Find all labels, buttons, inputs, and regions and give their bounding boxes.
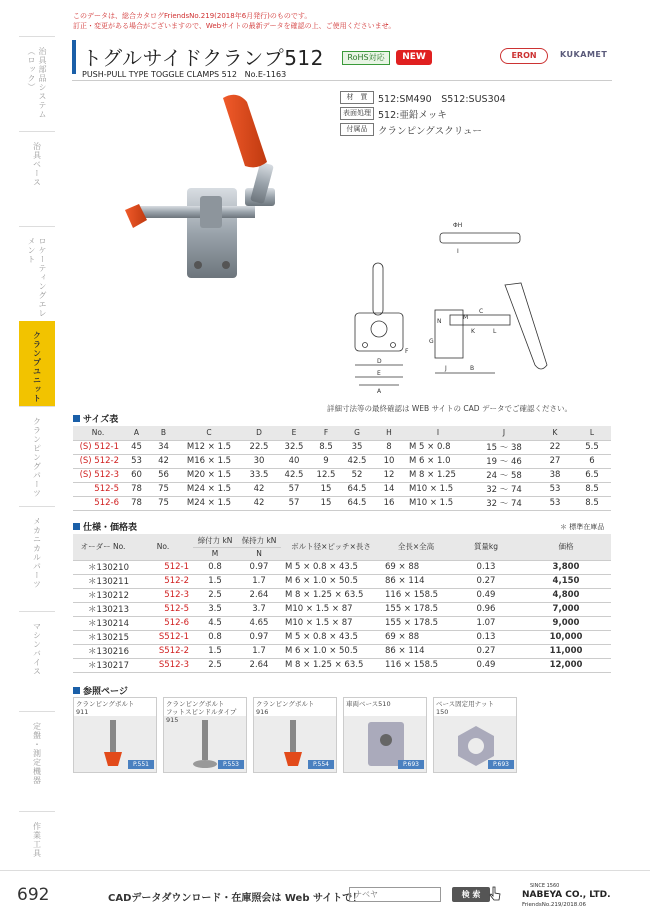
label-l: L	[493, 328, 497, 335]
pointer-icon	[488, 885, 502, 903]
table-row: ＊130210 512-1 0.8 0.97 M 5 × 0.8 × 43.5 69 × 88 0.13 3,800	[73, 560, 611, 574]
cad-note: 詳細寸法等の最終確認は WEB サイトの CAD データでご確認ください。	[327, 404, 572, 413]
ref-page-link[interactable]: P.554	[308, 760, 334, 769]
label-n: N	[437, 318, 442, 325]
tab-clamp-unit[interactable]: クランプユニット	[19, 321, 55, 406]
tab-jig-system[interactable]: 治具部品システム（ロック）	[19, 36, 55, 131]
tab-mechanical[interactable]: メカニカルパーツ	[19, 506, 55, 611]
ref-page-link[interactable]: P.693	[488, 760, 514, 769]
technical-drawing	[345, 215, 555, 400]
rohs-badge: RoHS対応	[342, 51, 390, 65]
ref-pages-label: 参照ページ	[73, 684, 128, 697]
tab-jig-base[interactable]: 治具ベース	[19, 131, 55, 226]
spec-material: 材 質 512:SM490 S512:SUS304	[340, 90, 506, 105]
size-table-label: サイズ表	[73, 412, 118, 425]
ref-card-915[interactable]: クランピングボルト フットスピンドルタイプ915 P.553	[163, 697, 247, 773]
table-row: (S) 512-2 53 42 M16 × 1.5 30 40 9 42.5 10 M 6 × 1.0 19 ～ 46 27 6	[73, 454, 611, 468]
product-photo	[105, 88, 320, 288]
label-k: K	[471, 328, 475, 335]
table-row: ＊130214 512-6 4.5 4.65 M10 × 1.5 × 87 155 × 178.5 1.07 9,000	[73, 616, 611, 630]
price-table-label: 仕様・価格表	[73, 520, 137, 533]
tab-vise[interactable]: マシンバイス	[19, 611, 55, 711]
table-row: (S) 512-3 60 56 M20 × 1.5 33.5 42.5 12.5 52 12 M 8 × 1.25 24 ～ 58 38 6.5	[73, 468, 611, 482]
notice	[73, 11, 395, 31]
table-row: (S) 512-1 45 34 M12 × 1.5 22.5 32.5 8.5 35 8 M 5 × 0.8 15 ～ 38 22 5.5	[73, 440, 611, 454]
table-row: 512-6 78 75 M24 × 1.5 42 57 15 64.5 16 M10 × 1.5 32 ～ 74 53 8.5	[73, 496, 611, 510]
label-i: I	[457, 248, 459, 255]
price-table-header: オーダー No. No. 締付力 kN 保持力 kN ボルト径×ピッチ×長さ 全長×全高 質量kg 価格	[73, 534, 611, 547]
spec-list	[340, 90, 506, 138]
ref-card-150[interactable]: ベース固定用ナット 150 P.693	[433, 697, 517, 773]
notice-line: 訂正・変更がある場合がございますので、Webサイトの最新データを確認の上、ご使用くださいませ。	[73, 22, 396, 30]
ref-page-link[interactable]: P.693	[398, 760, 424, 769]
label-a: A	[377, 388, 382, 395]
table-row: ＊130213 512-5 3.5 3.7 M10 × 1.5 × 87 155 × 178.5 0.96 7,000	[73, 602, 611, 616]
ref-grid	[73, 697, 523, 775]
price-table-subheader: M N	[73, 547, 611, 560]
standard-stock-note: ＊ 標準在庫品	[560, 523, 605, 531]
size-table-header: No. A B C D E F G H I J K L	[73, 426, 611, 440]
ref-card-510[interactable]: 車両ベース510 P.693	[343, 697, 427, 773]
spec-accessory: 付属品 クランピングスクリュー	[340, 122, 506, 137]
page-title: トグルサイドクランプ512	[82, 46, 324, 70]
size-table	[73, 426, 611, 511]
footer-divider	[0, 870, 650, 871]
table-row: ＊130216 S512-2 1.5 1.7 M 6 × 1.0 × 50.5 86 × 114 0.27 11,000	[73, 644, 611, 658]
table-row: ＊130217 S512-3 2.5 2.64 M 8 × 1.25 × 63.5 116 × 158.5 0.49 12,000	[73, 658, 611, 672]
kukamet-logo: KUKAMET	[560, 50, 608, 59]
cad-download-text: CADデータダウンロード・在庫照会は Web サイトで！	[108, 893, 363, 904]
page-subtitle: PUSH-PULL TYPE TOGGLE CLAMPS 512 No.E-1163	[82, 70, 287, 79]
label-c: C	[479, 308, 484, 315]
label-phi-h: ΦH	[453, 222, 463, 229]
label-d: D	[377, 358, 382, 365]
table-row: ＊130215 S512-1 0.8 0.97 M 5 × 0.8 × 43.5 69 × 88 0.13 10,000	[73, 630, 611, 644]
table-row: ＊130211 512-2 1.5 1.7 M 6 × 1.0 × 50.5 86 × 114 0.27 4,150	[73, 574, 611, 588]
spec-surface: 表面処理 512:亜鉛メッキ	[340, 106, 506, 121]
tab-clamping-parts[interactable]: クランピングパーツ	[19, 406, 55, 506]
eron-logo: ERON	[500, 48, 548, 64]
tab-locating[interactable]: ロケーティングエレメント	[19, 226, 55, 321]
header-divider	[72, 80, 612, 81]
new-badge: NEW	[396, 50, 432, 65]
table-row: ＊130212 512-3 2.5 2.64 M 8 × 1.25 × 63.5 116 × 158.5 0.49 4,800	[73, 588, 611, 602]
label-f: F	[405, 348, 409, 355]
label-m: M	[463, 314, 469, 321]
since-text: SINCE 1560	[530, 883, 560, 889]
tab-tools[interactable]: 作業工具	[19, 811, 55, 901]
search-input[interactable]: ナベヤ	[349, 887, 441, 902]
label-j: J	[445, 365, 447, 372]
label-b: B	[470, 365, 475, 372]
page-number: 692	[17, 885, 50, 905]
notice-line: このデータは、総合カタログFriendsNo.219(2018年6月発行)のものです。	[73, 12, 312, 20]
catalog-number: FriendsNo.219/2018.06	[522, 902, 587, 908]
search-button[interactable]: 検 索	[452, 887, 490, 902]
price-table	[73, 534, 611, 673]
ref-page-link[interactable]: P.551	[128, 760, 154, 769]
label-e: E	[377, 370, 381, 377]
table-row: 512-5 78 75 M24 × 1.5 42 57 15 64.5 14 M10 × 1.5 32 ～ 74 53 8.5	[73, 482, 611, 496]
tab-measuring[interactable]: 定盤・測定機器	[19, 711, 55, 811]
nabeya-logo: NABEYA CO., LTD.	[522, 890, 611, 900]
title-accent	[72, 40, 76, 74]
ref-card-916[interactable]: クランピングボルト 916 P.554	[253, 697, 337, 773]
ref-page-link[interactable]: P.553	[218, 760, 244, 769]
label-g: G	[429, 338, 434, 345]
ref-card-911[interactable]: クランピングボルト 911 P.551	[73, 697, 157, 773]
